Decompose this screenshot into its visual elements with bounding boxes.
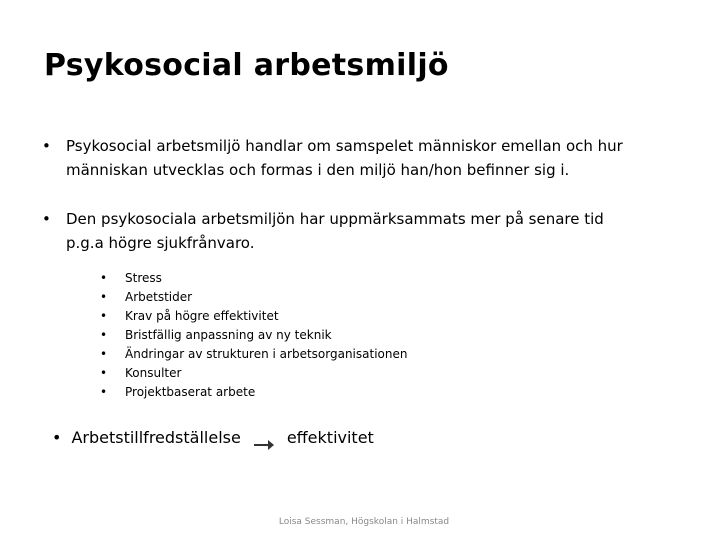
relation-from-text: Arbetstillfredställelse bbox=[71, 428, 241, 447]
sub-bullet-item bbox=[100, 307, 407, 326]
slide-title: Psykosocial arbetsmiljö bbox=[44, 48, 449, 83]
bullet-item bbox=[42, 207, 692, 255]
bullet-text: Psykosocial arbetsmiljö handlar om samspelet människor emellan och hur människan utvecklas och formas i den miljö han/hon befinner sig i. bbox=[66, 137, 623, 179]
sub-bullet-text: Ändringar av strukturen i arbetsorganisationen bbox=[125, 347, 408, 361]
sub-bullet-item bbox=[100, 383, 407, 402]
sub-bullet-item bbox=[100, 269, 407, 288]
bullet-dot: • bbox=[42, 210, 51, 228]
sub-bullet-text: Krav på högre effektivitet bbox=[125, 309, 279, 323]
sub-bullet-item bbox=[100, 288, 407, 307]
sub-bullet-text: Konsulter bbox=[125, 366, 182, 380]
sub-bullet-text: Stress bbox=[125, 271, 162, 285]
relation-to-text: effektivitet bbox=[286, 428, 374, 447]
bullet-dot: • bbox=[100, 366, 108, 380]
sub-bullet-text: Bristfällig anpassning av ny teknik bbox=[125, 328, 332, 342]
arrow-right-icon bbox=[253, 434, 275, 448]
bullet-item bbox=[42, 134, 692, 182]
sub-bullet-item bbox=[100, 326, 407, 345]
bullet-text: Den psykosociala arbetsmiljön har uppmärksammats mer på senare tid p.g.a högre sjukfrånvaro. bbox=[66, 210, 604, 252]
bullet-dot: • bbox=[100, 385, 108, 399]
bullet-dot: • bbox=[100, 328, 108, 342]
bullet-dot: • bbox=[100, 347, 108, 361]
bullet-dot: • bbox=[100, 290, 108, 304]
sub-bullet-list bbox=[100, 269, 407, 402]
relation-bullet bbox=[52, 426, 374, 450]
sub-bullet-item bbox=[100, 345, 407, 364]
sub-bullet-text: Arbetstider bbox=[125, 290, 193, 304]
bullet-dot: • bbox=[100, 271, 108, 285]
bullet-dot: • bbox=[42, 137, 51, 155]
sub-bullet-item bbox=[100, 364, 407, 383]
sub-bullet-text: Projektbaserat arbete bbox=[125, 385, 256, 399]
bullet-dot: • bbox=[100, 309, 108, 323]
slide-footer: Loisa Sessman, Högskolan i Halmstad bbox=[278, 517, 450, 527]
bullet-dot: • bbox=[52, 428, 62, 447]
